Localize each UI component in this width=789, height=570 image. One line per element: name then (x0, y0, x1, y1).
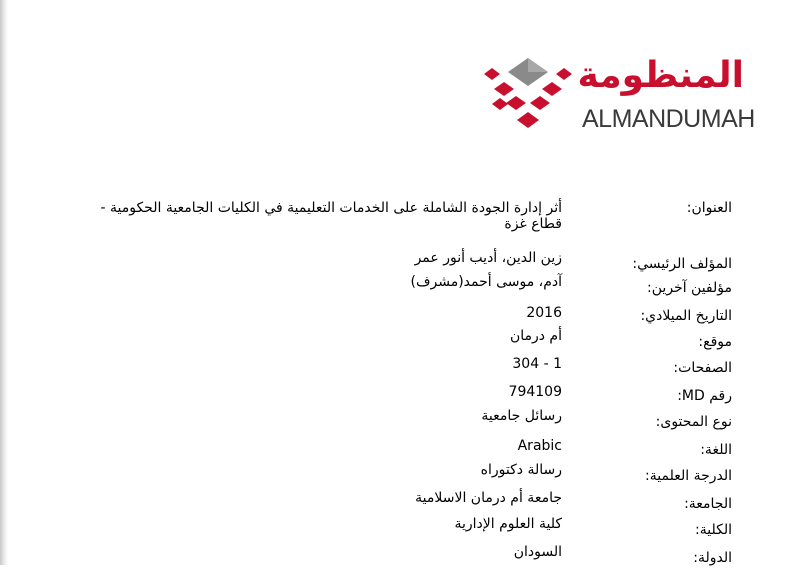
field-label: موقع: (698, 334, 732, 350)
record-row-content-type (80, 408, 740, 436)
field-label: نوع المحتوى: (655, 414, 732, 430)
field-value-other-authors: آدم، موسى أحمد(مشرف) (410, 274, 562, 290)
field-value-country: السودان (513, 544, 562, 560)
record-row-md-number (80, 382, 740, 408)
field-label: الدولة: (693, 550, 732, 566)
record-row-other-authors (80, 274, 740, 302)
field-label: الكلية: (695, 522, 732, 538)
record-row-university (80, 490, 740, 516)
logo-arabic-wordmark: المنظومة (577, 55, 744, 96)
almandumah-logo (478, 52, 755, 138)
field-label: مؤلفين آخرين: (647, 280, 732, 296)
logo-diamond-mark (478, 52, 578, 138)
field-value-language: Arabic (517, 438, 562, 454)
record-row-pages (80, 354, 740, 382)
field-label: العنوان: (686, 200, 732, 216)
field-label: الجامعة: (684, 496, 732, 512)
field-label: الصفحات: (673, 360, 732, 376)
page-left-edge (0, 0, 8, 565)
record-row-country (80, 544, 740, 570)
field-label: الدرجة العلمية: (645, 468, 732, 484)
field-value-pages: 1 - 304 (512, 356, 562, 372)
record-row-faculty (80, 516, 740, 544)
record-row-language (80, 436, 740, 462)
record-details (80, 194, 740, 570)
field-value-content-type: رسائل جامعية (481, 408, 562, 424)
logo-latin-wordmark: ALMANDUMAH (582, 105, 755, 133)
field-value-md-number: 794109 (508, 384, 562, 400)
record-row-date (80, 302, 740, 328)
record-row-title (80, 194, 740, 250)
field-value-university: جامعة أم درمان الاسلامية (415, 490, 562, 506)
record-row-location (80, 328, 740, 354)
field-value-degree: رسالة دكتوراه (480, 462, 562, 478)
logo-gray-diamond (508, 58, 548, 86)
field-label: المؤلف الرئيسي: (632, 256, 732, 272)
field-value-faculty: كلية العلوم الإدارية (454, 516, 562, 532)
field-label: التاريخ الميلادي: (640, 308, 732, 324)
field-value-location: أم درمان (509, 328, 562, 344)
field-value-main-author: زين الدين، أديب أنور عمر (414, 250, 562, 266)
record-row-degree (80, 462, 740, 490)
field-label: اللغة: (700, 442, 732, 458)
field-value-title: أثر إدارة الجودة الشاملة على الخدمات التعليمية في الكليات الجامعية الحكومية - قطاع غزة (100, 200, 562, 232)
field-value-date: 2016 (526, 305, 562, 321)
field-label: رقم MD: (677, 388, 732, 404)
record-row-main-author (80, 250, 740, 274)
